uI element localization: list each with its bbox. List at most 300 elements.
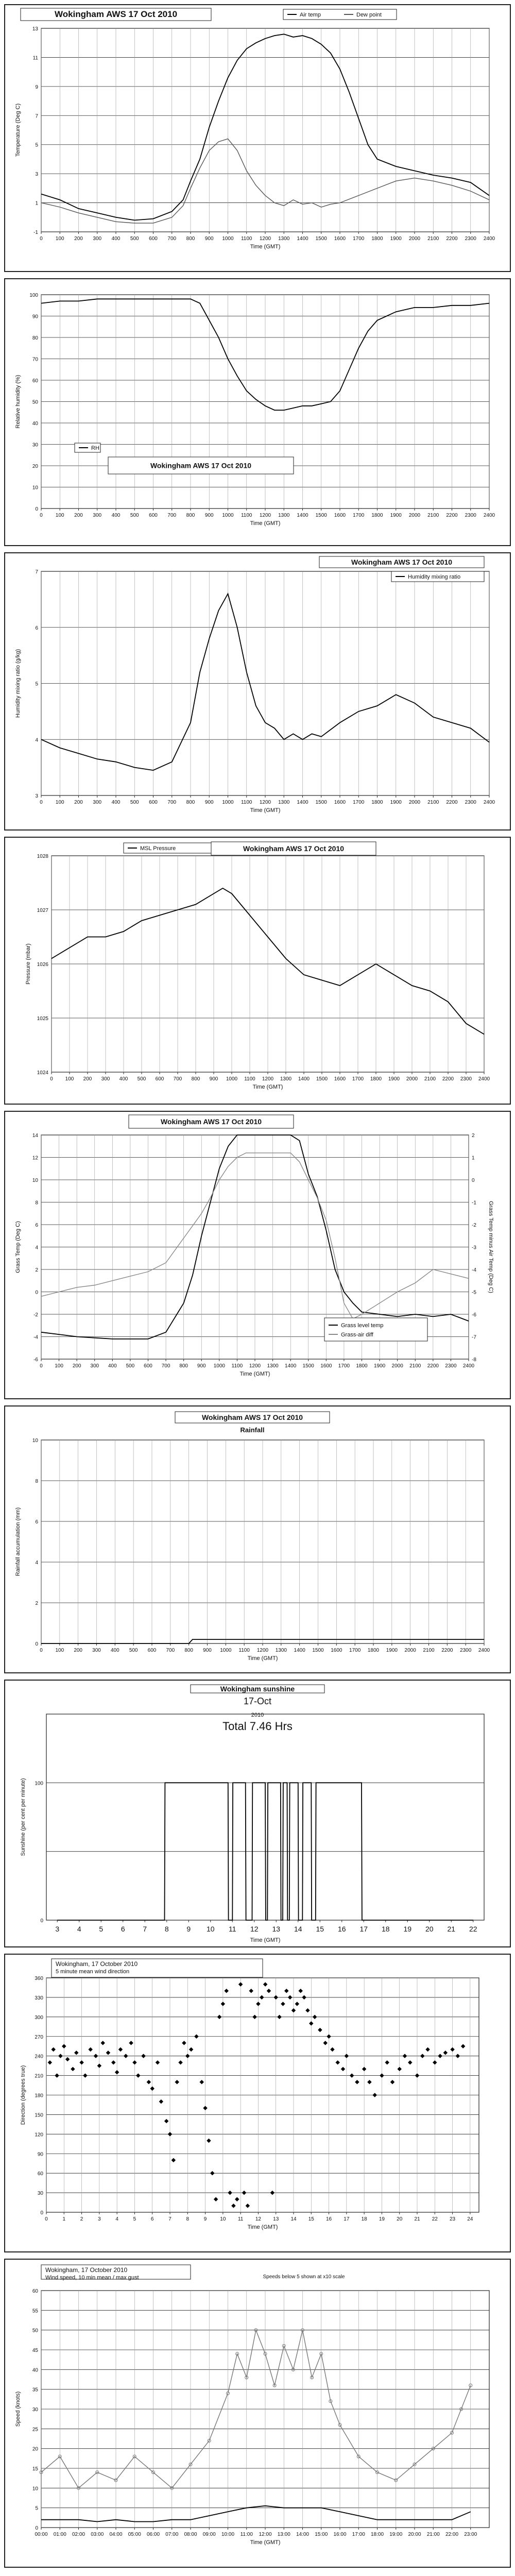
y2-tick-label: 2 [472,1133,475,1139]
x-tick-label: 2100 [409,1363,421,1369]
x-tick-label: 1200 [259,800,271,805]
x-tick-label: 1900 [388,1076,400,1082]
x-tick-label: 2400 [478,1076,490,1082]
x-tick-label: 1800 [367,1648,380,1653]
x-tick-label: 14 [294,1925,302,1933]
x-tick-label: 2200 [442,1076,454,1082]
chart-title: Wokingham AWS 17 Oct 2010 [351,558,453,566]
x-tick-label: 1800 [370,1076,382,1082]
x-tick-label: 1400 [297,800,308,805]
x-tick-label: 10 [220,2216,226,2222]
x-tick-label: 500 [126,1363,135,1369]
x-tick-label: 300 [93,800,102,805]
y-axis-label: Relative humidity (%) [15,375,21,429]
legend-box [324,1318,427,1341]
y-tick-label: 90 [32,314,38,320]
x-tick-label: 2100 [427,513,439,518]
y-tick-label: -1 [33,230,38,235]
x-tick-label: 1300 [278,236,290,242]
y-tick-label: 4 [35,1560,38,1566]
y-tick-label: 3 [35,172,38,178]
x-tick-label: 800 [179,1363,188,1369]
x-tick-label: 800 [186,800,195,805]
x-tick-label: 1500 [312,1648,324,1653]
x-tick-label: 1200 [249,1363,261,1369]
x-tick-label: 2000 [404,1648,416,1653]
y-tick-label: 15 [32,2466,38,2472]
x-tick-label: 1900 [390,800,402,805]
y-tick-label: 2 [35,1601,38,1606]
x-tick-label: 23:00 [464,2532,477,2537]
chart-total: Total 7.46 Hrs [222,1720,293,1733]
y-tick-label: 10 [32,1178,38,1183]
y-tick-label: 4 [35,1245,38,1251]
x-tick-label: 6 [150,2216,154,2222]
y-tick-label: 0 [35,2526,38,2531]
x-tick-label: 5 [99,1925,104,1933]
x-tick-label: 1500 [316,1076,328,1082]
x-tick-label: 18:00 [370,2532,384,2537]
x-tick-label: 06:00 [146,2532,160,2537]
x-tick-label: 04:00 [109,2532,123,2537]
sunshine-chart [5,1681,510,1946]
y-tick-label: 90 [37,2151,43,2158]
x-axis-label: Time (GMT) [252,1084,283,1090]
x-tick-label: 2400 [478,1648,490,1653]
x-tick-label: 0 [40,800,43,805]
x-tick-label: 2200 [446,800,458,805]
x-tick-label: 400 [108,1363,117,1369]
y2-tick-label: 0 [472,1178,475,1183]
x-tick-label: 100 [55,1648,64,1653]
x-tick-label: 17 [344,2216,350,2222]
y-tick-label: 30 [37,2191,43,2197]
legend-label: Humidity mixing ratio [408,574,461,580]
x-tick-label: 12 [250,1925,259,1933]
x-tick-label: 200 [74,236,83,242]
y-tick-label: 25 [32,2427,38,2433]
y-tick-label: 2 [35,1267,38,1273]
x-tick-label: 12:00 [259,2532,272,2537]
x-tick-label: 600 [155,1076,164,1082]
x-tick-label: 200 [74,513,83,518]
temperature-chart [5,5,510,271]
y-tick-label: 100 [29,293,38,298]
x-tick-label: 800 [186,513,195,518]
x-tick-label: 1900 [386,1648,398,1653]
y-tick-label: 100 [35,1781,43,1787]
x-tick-label: 2100 [423,1648,435,1653]
x-tick-label: 1900 [390,236,402,242]
x-tick-label: 1300 [275,1648,287,1653]
y-axis-label: Pressure (mbar) [25,943,31,985]
y-tick-label: 0 [35,506,38,512]
legend-label: Grass-air diff [341,1332,373,1338]
x-tick-label: 1600 [320,1363,332,1369]
x-tick-label: 1900 [390,513,402,518]
y-tick-label: 7 [35,113,38,120]
y-tick-label: 120 [35,2132,43,2138]
y-tick-label: 8 [35,1200,38,1206]
y-tick-label: -6 [33,1357,38,1363]
x-tick-label: 23 [450,2216,456,2222]
y-tick-label: 35 [32,2387,38,2393]
x-tick-label: 1000 [222,236,234,242]
x-tick-label: 17:00 [352,2532,365,2537]
x-tick-label: 2200 [427,1363,439,1369]
x-tick-label: 3 [55,1925,60,1933]
x-tick-label: 2100 [424,1076,436,1082]
x-tick-label: 900 [204,513,214,518]
x-tick-label: 20 [425,1925,434,1933]
x-tick-label: 100 [55,1363,63,1369]
x-tick-label: 15 [308,2216,314,2222]
x-tick-label: 4 [115,2216,118,2222]
x-tick-label: 11 [228,1925,236,1933]
y-tick-label: 180 [35,2093,43,2099]
x-tick-label: 500 [137,1076,146,1082]
chart-title: Wokingham AWS 17 Oct 2010 [201,1413,303,1421]
x-tick-label: 500 [130,800,139,805]
x-tick-label: 1700 [338,1363,350,1369]
x-tick-label: 07:00 [165,2532,179,2537]
y-tick-label: 4 [35,737,38,743]
x-tick-label: 600 [149,800,158,805]
x-tick-label: 1000 [222,513,234,518]
x-tick-label: 200 [74,1648,83,1653]
x-tick-label: 900 [209,1076,218,1082]
y-tick-label: 55 [32,2308,38,2314]
chart-subtitle: 5 minute mean wind direction [56,1969,130,1975]
x-tick-label: 4 [77,1925,81,1933]
y-tick-label: 0 [40,1918,43,1924]
x-axis-label: Time (GMT) [250,807,281,814]
x-tick-label: 400 [111,236,121,242]
x-tick-label: 1500 [315,236,327,242]
x-tick-label: 900 [197,1363,206,1369]
pressure-chart-panel [4,837,511,1105]
x-tick-label: 2400 [483,800,495,805]
y2-tick-label: -4 [472,1267,476,1273]
x-tick-label: 22 [469,1925,477,1933]
y-tick-label: 14 [32,1133,38,1139]
x-tick-label: 400 [119,1076,128,1082]
x-tick-label: 200 [72,1363,81,1369]
x-tick-label: 0 [50,1076,53,1082]
x-tick-label: 2000 [406,1076,418,1082]
x-tick-label: 1400 [297,513,308,518]
x-tick-label: 1000 [226,1076,238,1082]
x-tick-label: 1600 [334,800,346,805]
y-tick-label: 210 [35,2073,43,2079]
mixing-ratio-chart-panel [4,552,511,831]
x-tick-label: 21 [414,2216,420,2222]
temperature-chart-panel [4,4,511,272]
x-tick-label: 1900 [373,1363,386,1369]
x-axis-label: Time (GMT) [239,1371,270,1377]
x-tick-label: 2400 [483,513,495,518]
x-tick-label: 1500 [315,800,327,805]
x-tick-label: 400 [111,800,121,805]
y-tick-label: 360 [35,1976,43,1981]
x-tick-label: 2000 [408,513,421,518]
x-tick-label: 1700 [353,236,365,242]
y-tick-label: 7 [35,569,38,575]
y-tick-label: 5 [35,142,38,148]
y-tick-label: 6 [35,625,38,631]
y2-tick-label: 1 [472,1155,475,1161]
x-tick-label: 700 [167,236,177,242]
x-tick-label: 2400 [483,236,495,242]
x-tick-label: 3 [98,2216,101,2222]
x-tick-label: 1400 [285,1363,297,1369]
pressure-chart [5,838,510,1104]
x-tick-label: 1400 [298,1076,310,1082]
grass-temp-chart-panel [4,1111,511,1399]
x-tick-label: 16:00 [333,2532,347,2537]
x-tick-label: 1800 [371,513,383,518]
chart-note: Speeds below 5 shown at x10 scale [263,2274,345,2280]
x-tick-label: 1100 [238,1648,250,1653]
y-tick-label: 45 [32,2348,38,2353]
x-tick-label: 1300 [267,1363,279,1369]
chart-subtitle: Wind speed, 10 min mean / max gust [45,2275,139,2281]
chart-title: Wokingham sunshine [220,1685,295,1693]
y-tick-label: 40 [32,421,38,427]
x-tick-label: 300 [101,1076,110,1082]
x-tick-label: 500 [129,1648,138,1653]
x-axis-label: Time (GMT) [247,1655,278,1662]
x-tick-label: 1700 [349,1648,361,1653]
wind-direction-chart [5,1955,510,2251]
y-tick-label: 6 [35,1519,38,1525]
x-tick-label: 2200 [446,236,458,242]
y-tick-label: 13 [32,26,38,32]
legend-label: Grass level temp [341,1323,384,1329]
y-tick-label: 30 [32,2407,38,2413]
x-tick-label: 700 [167,800,177,805]
x-tick-label: 10 [206,1925,215,1933]
x-tick-label: 14:00 [296,2532,310,2537]
x-tick-label: 100 [55,236,64,242]
y-tick-label: 60 [32,2289,38,2294]
y-axis-label: Grass Temp (Deg C) [15,1221,21,1273]
grass-temp-chart [5,1112,510,1398]
x-tick-label: 100 [55,800,64,805]
x-tick-label: 1400 [297,236,308,242]
x-tick-label: 14 [290,2216,297,2222]
legend-label: MSL Pressure [140,845,176,852]
x-tick-label: 2100 [427,236,439,242]
x-tick-label: 2400 [462,1363,475,1369]
x-tick-label: 2000 [408,236,421,242]
x-tick-label: 700 [173,1076,182,1082]
x-tick-label: 19 [403,1925,412,1933]
x-tick-label: 500 [130,513,139,518]
y-tick-label: 50 [32,2328,38,2334]
chart-title: Wokingham AWS 17 Oct 2010 [54,9,178,19]
x-tick-label: 2300 [460,1076,472,1082]
x-tick-label: 1300 [278,800,290,805]
x-tick-label: 600 [147,1648,157,1653]
y2-tick-label: -6 [472,1312,476,1318]
x-tick-label: 6 [121,1925,125,1933]
y-tick-label: 6 [35,1223,38,1228]
x-tick-label: 1200 [256,1648,269,1653]
y-tick-label: 300 [35,2014,43,2021]
x-tick-label: 800 [184,1648,194,1653]
wind-direction-chart-panel [4,1954,511,2252]
y2-tick-label: -7 [472,1334,476,1341]
x-tick-label: 1200 [262,1076,274,1082]
x-tick-label: 2200 [446,513,458,518]
x-axis-label: Time (GMT) [250,244,281,250]
x-tick-label: 100 [55,513,64,518]
x-tick-label: 16 [326,2216,332,2222]
x-tick-label: 15 [316,1925,324,1933]
y-axis-label: Direction (degrees true) [20,2065,26,2125]
legend-label: RH [91,445,99,451]
x-tick-label: 600 [149,236,158,242]
x-tick-label: 0 [40,513,43,518]
x-tick-label: 2100 [427,800,439,805]
chart-title: Wokingham AWS 17 Oct 2010 [243,844,345,853]
x-tick-label: 1100 [231,1363,243,1369]
chart-subtitle: 17-Oct [243,1696,272,1706]
chart-title: Wokingham, 17 October 2010 [56,1960,138,1968]
x-tick-label: 13 [272,1925,281,1933]
x-tick-label: 08:00 [184,2532,197,2537]
x-tick-label: 15:00 [315,2532,328,2537]
x-tick-label: 1200 [259,513,271,518]
x-tick-label: 1700 [352,1076,364,1082]
x-tick-label: 700 [166,1648,175,1653]
x-tick-label: 22 [432,2216,438,2222]
x-tick-label: 7 [168,2216,171,2222]
x-tick-label: 300 [90,1363,99,1369]
x-tick-label: 00:00 [35,2532,48,2537]
x-tick-label: 5 [133,2216,136,2222]
x-tick-label: 03:00 [91,2532,104,2537]
x-tick-label: 2300 [465,800,476,805]
x-tick-label: 7 [143,1925,147,1933]
y-tick-label: 240 [35,2054,43,2060]
x-tick-label: 200 [83,1076,92,1082]
x-tick-label: 1300 [280,1076,292,1082]
y-tick-label: 0 [40,2210,43,2216]
x-tick-label: 1800 [356,1363,368,1369]
x-tick-label: 1500 [315,513,327,518]
x-tick-label: 1600 [334,1076,346,1082]
x-tick-label: 300 [93,513,102,518]
x-tick-label: 9 [186,1925,191,1933]
y2-tick-label: -8 [472,1357,476,1363]
y-tick-label: 11 [32,55,38,61]
y-tick-label: 1 [35,200,38,207]
x-tick-label: 2300 [460,1648,472,1653]
humidity-chart-panel [4,278,511,546]
x-tick-label: 17 [359,1925,368,1933]
y-tick-label: 60 [37,2171,43,2177]
wind-speed-chart [5,2260,510,2567]
x-tick-label: 1400 [294,1648,305,1653]
y-tick-label: 5 [35,681,38,687]
x-tick-label: 1700 [353,800,365,805]
x-tick-label: 0 [45,2216,48,2222]
x-tick-label: 700 [167,513,177,518]
chart-subtitle: Rainfall [240,1426,265,1434]
x-tick-label: 100 [65,1076,74,1082]
x-tick-label: 1100 [241,800,252,805]
x-tick-label: 05:00 [128,2532,141,2537]
x-tick-label: 900 [204,236,214,242]
y-tick-label: 80 [32,335,38,341]
x-tick-label: 1700 [353,513,365,518]
x-tick-label: 2300 [465,236,476,242]
x-tick-label: 20:00 [408,2532,421,2537]
x-tick-label: 09:00 [202,2532,216,2537]
x-tick-label: 1800 [371,236,383,242]
x-tick-label: 2000 [391,1363,403,1369]
x-tick-label: 2200 [441,1648,453,1653]
x-tick-label: 1600 [331,1648,342,1653]
x-tick-label: 02:00 [72,2532,85,2537]
y-axis-label: Sunshine (per cent per minute) [20,1778,26,1856]
x-tick-label: 01:00 [53,2532,66,2537]
y2-tick-label: -2 [472,1223,476,1228]
y2-tick-label: -1 [472,1200,476,1206]
x-tick-label: 1500 [302,1363,314,1369]
x-tick-label: 700 [161,1363,170,1369]
x-tick-label: 2300 [445,1363,457,1369]
x-tick-label: 13:00 [277,2532,290,2537]
x-tick-label: 19 [379,2216,385,2222]
y2-axis-label: Grass Temp minus Air Temp (Deg C) [488,1201,494,1293]
x-tick-label: 1200 [259,236,271,242]
x-tick-label: 300 [93,236,102,242]
wind-speed-chart-panel [4,2259,511,2568]
x-tick-label: 2 [80,2216,83,2222]
mixing-ratio-chart [5,553,510,829]
sunshine-chart-panel [4,1680,511,1947]
x-tick-label: 1100 [241,236,252,242]
y-tick-label: -2 [33,1312,38,1318]
y-tick-label: 1027 [37,908,48,913]
x-tick-label: 1800 [371,800,383,805]
rainfall-chart-panel [4,1405,511,1673]
x-axis-label: Time (GMT) [250,1937,281,1943]
y-tick-label: 0 [35,1641,38,1647]
x-tick-label: 1100 [241,513,252,518]
x-tick-label: 18 [381,1925,390,1933]
y2-tick-label: -5 [472,1290,476,1296]
y-tick-label: 70 [32,357,38,363]
x-tick-label: 22:00 [445,2532,459,2537]
x-tick-label: 0 [40,1363,43,1369]
x-tick-label: 20 [397,2216,403,2222]
x-tick-label: 1600 [334,236,346,242]
y-tick-label: 3 [35,793,38,799]
legend-label: Dew point [356,12,382,18]
y-tick-label: 10 [32,1438,38,1444]
x-tick-label: 800 [186,236,195,242]
x-tick-label: 600 [149,513,158,518]
y-tick-label: 20 [32,2446,38,2452]
y2-tick-label: -3 [472,1245,476,1251]
chart-year: 2010 [251,1712,264,1718]
chart-title: Wokingham AWS 17 Oct 2010 [160,1117,262,1126]
x-tick-label: 8 [186,2216,190,2222]
